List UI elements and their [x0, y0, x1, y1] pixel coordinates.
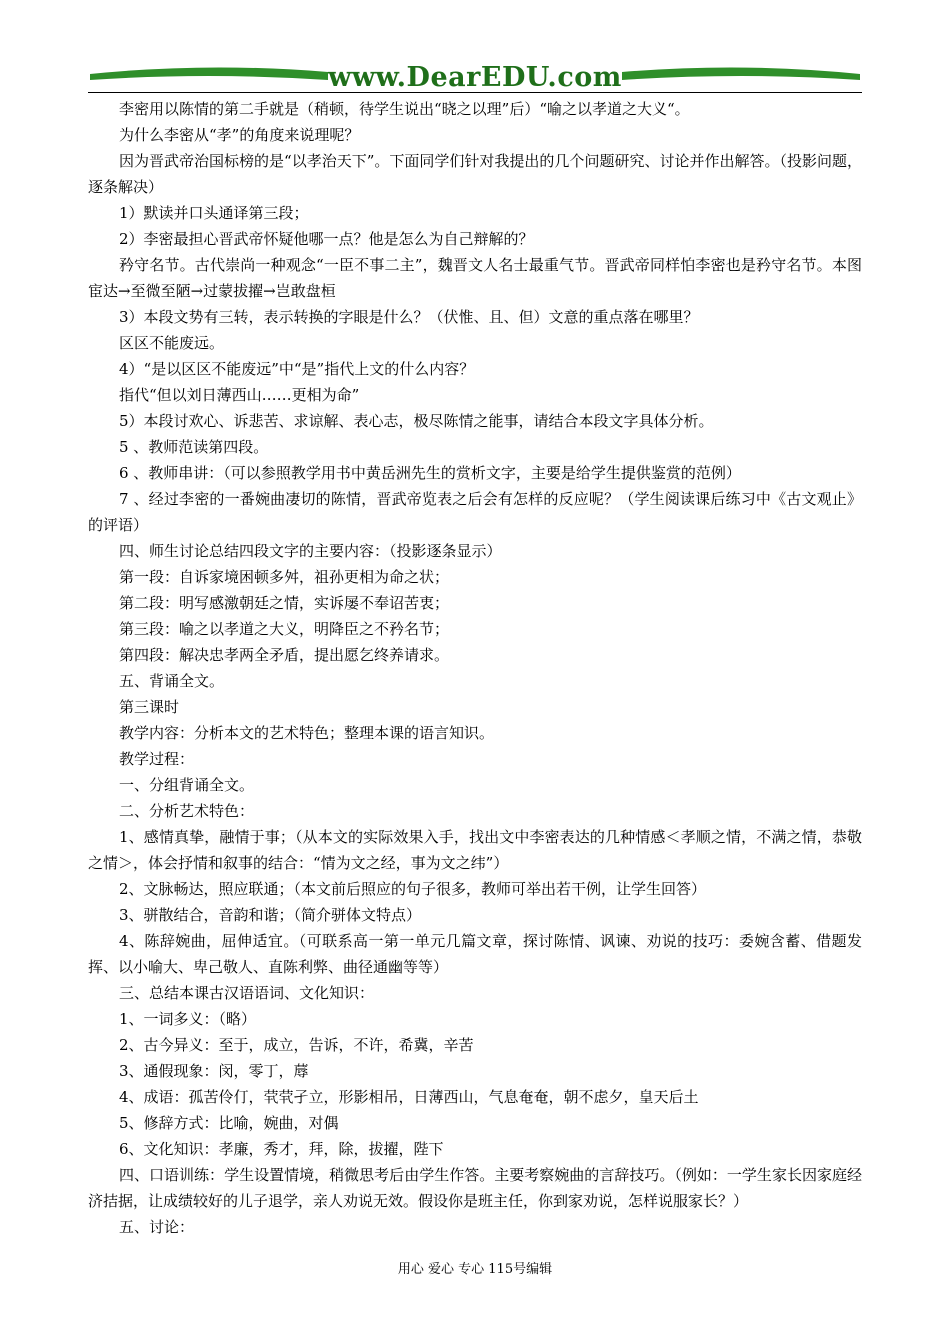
paragraph: 教学过程： — [119, 750, 195, 768]
paragraph: 4、陈辞婉曲，屈伸适宜。（可联系高一第一单元几篇文章，探讨陈情、讽谏、劝说的技巧：委婉含蓄、借题发挥、以小喻大、卑己敬人、直陈利弊、曲径通幽等等） — [88, 932, 862, 976]
header-rule — [88, 92, 862, 93]
section-heading: 第三课时 — [119, 698, 180, 716]
site-header — [88, 60, 862, 96]
paragraph: 4）“是以区区不能废远”中“是”指代上文的什么内容？ — [119, 360, 475, 378]
paragraph: 三、总结本课古汉语语词、文化知识： — [119, 984, 375, 1002]
paragraph: 教学内容：分析本文的艺术特色；整理本课的语言知识。 — [119, 724, 495, 742]
paragraph: 3、通假现象：闵，零丁，蓐 — [119, 1062, 309, 1080]
paragraph: 2）李密最担心晋武帝怀疑他哪一点？他是怎么为自己辩解的？ — [119, 230, 534, 248]
paragraph: 3、骈散结合，音韵和谐；（简介骈体文特点） — [119, 906, 422, 924]
paragraph: 第一段：自诉家境困顿多舛，祖孙更相为命之状； — [119, 568, 450, 586]
paragraph: 5、修辞方式：比喻，婉曲，对偶 — [119, 1114, 339, 1132]
paragraph: 矜守名节。古代崇尚一种观念“一臣不事二主”，魏晋文人名士最重气节。晋武帝同样怕李密也是矜守名节。本图宦达→至微至陋→过蒙拔擢→岂敢盘桓 — [88, 256, 862, 300]
paragraph: 5）本段讨欢心、诉悲苦、求谅解、表心志，极尽陈情之能事，请结合本段文字具体分析。 — [119, 412, 714, 430]
paragraph: 因为晋武帝治国标榜的是“以孝治天下”。下面同学们针对我提出的几个问题研究、讨论并作出解答。（投影问题，逐条解决） — [88, 152, 862, 196]
paragraph: 指代“但以刘日薄西山……更相为命” — [119, 386, 360, 404]
paragraph: 四、口语训练：学生设置情境，稍微思考后由学生作答。主要考察婉曲的言辞技巧。（例如：一学生家长因家庭经济拮据，让成绩较好的儿子退学，亲人劝说无效。假设你是班主任，你到家劝说，怎样说服家长？） — [88, 1166, 862, 1210]
paragraph: 4、成语：孤苦伶仃，茕茕孑立，形影相吊，日薄西山，气息奄奄，朝不虑夕，皇天后土 — [119, 1088, 699, 1106]
paragraph: 一、分组背诵全文。 — [119, 776, 255, 794]
paragraph: 7 、经过李密的一番婉曲凄切的陈情，晋武帝览表之后会有怎样的反应呢？（学生阅读课后练习中《古文观止》的评语） — [88, 490, 862, 534]
page-footer: 用心 爱心 专心 115号编辑 — [397, 1262, 553, 1277]
paragraph: 五、背诵全文。 — [119, 672, 225, 690]
paragraph: 1、一词多义：（略） — [119, 1010, 257, 1028]
paragraph: 6、文化知识：孝廉，秀才，拜，除，拔擢，陛下 — [119, 1140, 444, 1158]
paragraph: 1）默读并口头通译第三段； — [119, 204, 309, 222]
paragraph: 第二段：明写感激朝廷之情，实诉屡不奉诏苦衷； — [119, 594, 450, 612]
paragraph: 区区不能废远。 — [119, 334, 225, 352]
site-logo-text: www.DearEDU.com — [328, 62, 622, 93]
paragraph: 2、文脉畅达，照应联通；（本文前后照应的句子很多，教师可举出若干例，让学生回答） — [119, 880, 707, 898]
paragraph: 李密用以陈情的第二手就是（稍顿，待学生说出“晓之以理”后）“喻之以孝道之大义“。 — [119, 100, 690, 118]
paragraph: 第三段：喻之以孝道之大义，明降臣之不矜名节； — [119, 620, 450, 638]
paragraph: 6 、教师串讲：（可以参照教学用书中黄岳洲先生的赏析文字，主要是给学生提供鉴赏的范例） — [119, 464, 741, 482]
paragraph: 五、讨论： — [119, 1218, 195, 1236]
paragraph: 2、古今异义：至于，成立，告诉，不许，希冀，辛苦 — [119, 1036, 474, 1054]
paragraph: 二、分析艺术特色： — [119, 802, 255, 820]
paragraph: 1、感情真挚，融情于事；（从本文的实际效果入手，找出文中李密表达的几种情感＜孝顺之情，不满之情，恭敬之情＞，体会抒情和叙事的结合：“情为文之经，事为文之纬”） — [88, 828, 862, 872]
paragraph: 为什么李密从“孝”的角度来说理呢？ — [119, 126, 360, 144]
document-body — [88, 96, 862, 1240]
paragraph: 5 、教师范读第四段。 — [119, 438, 269, 456]
paragraph: 四、师生讨论总结四段文字的主要内容：（投影逐条显示） — [119, 542, 502, 560]
paragraph: 第四段：解决忠孝两全矛盾，提出愿乞终养请求。 — [119, 646, 450, 664]
paragraph: 3）本段文势有三转，表示转换的字眼是什么？（伏惟、且、但）文意的重点落在哪里？ — [119, 308, 699, 326]
